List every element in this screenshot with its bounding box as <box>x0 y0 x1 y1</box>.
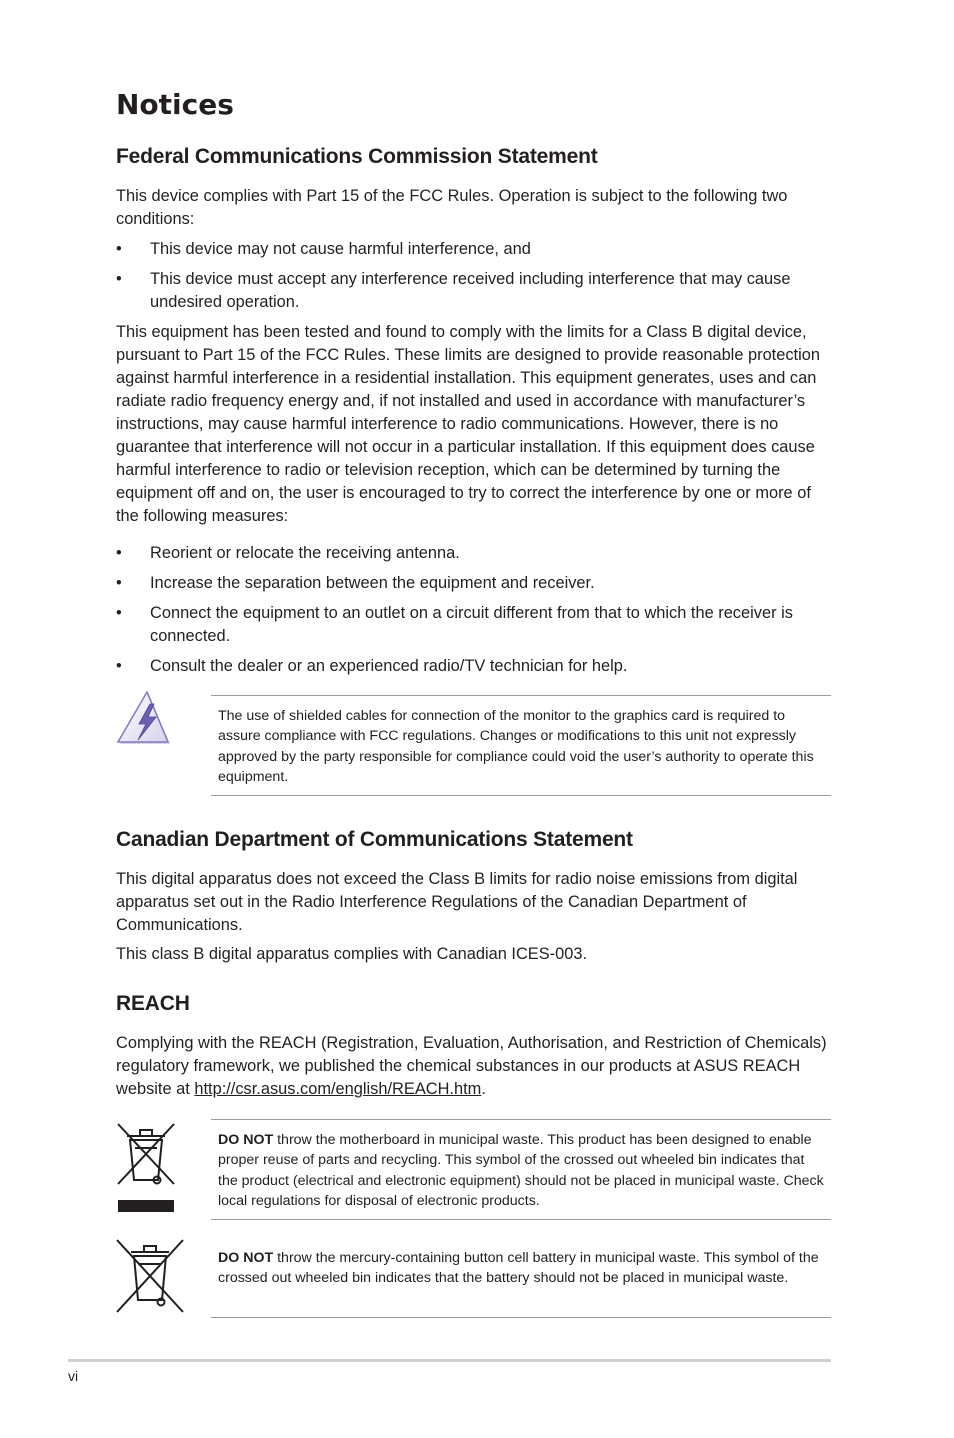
disposal-note-battery <box>218 1248 828 1289</box>
fcc-measure-1: Reorient or relocate the receiving antenna. <box>150 544 460 562</box>
canadian-paragraph-1: This digital apparatus does not exceed the Class B limits for radio noise emissions from digital apparatus set out in the Radio Interference Regulations of the Canadian Department of Communications. <box>116 870 798 934</box>
disposal-note-text: throw the motherboard in municipal waste. This product has been designed to enable proper reuse of parts and recycling. This symbol of the crossed out wheeled bin indicates that the product (electrical and electronic equipment) should not be placed in municipal waste. Check local regulations for disposal of electronic products. <box>218 1132 824 1209</box>
divider <box>211 1219 831 1220</box>
page-title: Notices <box>116 88 234 121</box>
list-item: • This device may not cause harmful interference, and <box>116 238 832 261</box>
divider <box>211 695 831 696</box>
disposal-note-text: throw the mercury-containing button cell battery in municipal waste. This symbol of the crossed out wheeled bin indicates that the battery should not be placed in municipal waste. <box>218 1250 819 1287</box>
fcc-heading: Federal Communications Commission Statement <box>116 145 598 168</box>
fcc-intro: This device complies with Part 15 of the FCC Rules. Operation is subject to the following two conditions: <box>116 187 788 228</box>
reach-text: Complying with the REACH (Registration, Evaluation, Authorisation, and Restriction of Chemicals) regulatory framework, we published the chemical substances in our products at ASUS REACH website at <box>116 1034 827 1098</box>
crossed-bin-icon <box>113 1120 179 1214</box>
fcc-measure-2: Increase the separation between the equipment and receiver. <box>150 574 595 592</box>
list-item: • Increase the separation between the equipment and receiver. <box>116 572 832 595</box>
list-item: • Consult the dealer or an experienced radio/TV technician for help. <box>116 655 832 678</box>
divider <box>211 1317 831 1318</box>
do-not-label: DO NOT <box>218 1250 274 1266</box>
footer-divider <box>68 1359 831 1362</box>
list-item: • This device must accept any interference received including interference that may cause undesired operation. <box>116 268 832 314</box>
reach-heading: REACH <box>116 992 190 1015</box>
canadian-paragraph-2: This class B digital apparatus complies with Canadian ICES-003. <box>116 945 588 963</box>
reach-link[interactable]: http://csr.asus.com/english/REACH.htm <box>194 1080 482 1098</box>
warning-lightning-icon <box>116 690 174 748</box>
reach-text-end: . <box>481 1080 486 1098</box>
page-number: vi <box>68 1368 79 1384</box>
crossed-bin-battery-icon <box>113 1236 187 1316</box>
fcc-measure-3: Connect the equipment to an outlet on a circuit different from that to which the receiver is connected. <box>150 604 793 645</box>
disposal-note-motherboard <box>218 1130 828 1211</box>
fcc-measure-4: Consult the dealer or an experienced radio/TV technician for help. <box>150 657 628 675</box>
reach-paragraph <box>116 1032 832 1101</box>
list-item: • Connect the equipment to an outlet on a circuit different from that to which the receiver is connected. <box>116 602 832 648</box>
canadian-heading: Canadian Department of Communications Statement <box>116 828 633 851</box>
divider <box>211 1119 831 1120</box>
warning-note: The use of shielded cables for connection of the monitor to the graphics card is required to assure compliance with FCC regulations. Changes or modifications to this unit not expressly approved by the party responsible for compliance could void the user’s authority to operate this equipment. <box>218 708 814 785</box>
do-not-label: DO NOT <box>218 1132 274 1148</box>
divider <box>211 795 831 796</box>
fcc-condition-2: This device must accept any interference received including interference that may cause undesired operation. <box>150 270 791 311</box>
list-item: • Reorient or relocate the receiving antenna. <box>116 542 832 565</box>
fcc-body: This equipment has been tested and found to comply with the limits for a Class B digital device, pursuant to Part 15 of the FCC Rules. These limits are designed to provide reasonable protection against harmful interference in a residential installation. This equipment generates, uses and can radiate radio frequency energy and, if not installed and used in accordance with manufacturer’s instructions, may cause harmful interference to radio communications. However, there is no guarantee that interference will not occur in a particular installation. If this equipment does cause harmful interference to radio or television reception, which can be determined by turning the equipment off and on, the user is encouraged to try to correct the interference by one or more of the following measures: <box>116 323 820 525</box>
fcc-condition-1: This device may not cause harmful interference, and <box>150 240 531 258</box>
